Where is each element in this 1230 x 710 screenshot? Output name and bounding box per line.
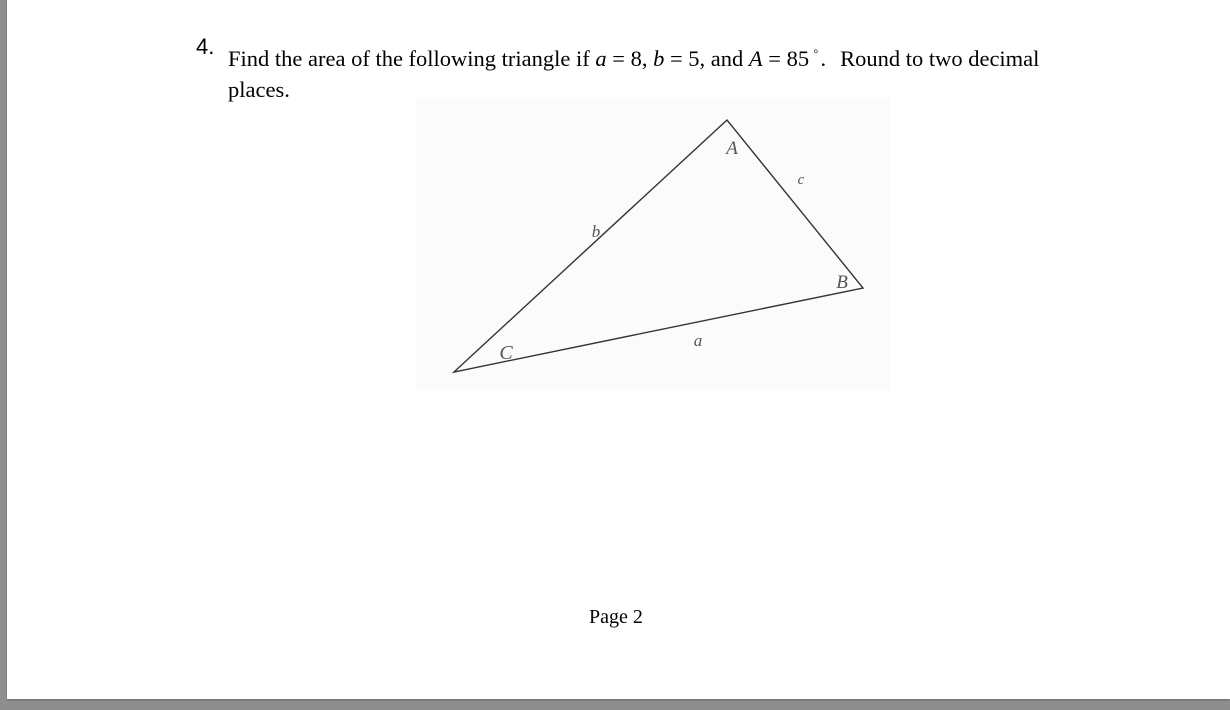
- question-text-part1: Find the area of the following triangle if: [228, 46, 596, 71]
- vertex-label-A: A: [726, 138, 738, 159]
- document-page: [7, 0, 1230, 699]
- side-label-b: b: [591, 222, 601, 241]
- side-label-a: a: [693, 331, 703, 350]
- vertex-label-B: B: [836, 272, 848, 293]
- value-b: = 5, and: [664, 46, 749, 71]
- question-period: .: [820, 46, 827, 71]
- variable-a: a: [595, 46, 607, 71]
- question-text: [228, 45, 1088, 103]
- question-number: 4.: [196, 34, 215, 59]
- question-text-part2: Round to two decimal places.: [228, 46, 1040, 102]
- variable-angle-A: A: [748, 46, 763, 71]
- page-number: Page 2: [589, 606, 643, 628]
- variable-b: b: [653, 46, 665, 71]
- side-label-c: c: [797, 172, 805, 188]
- vertex-label-C: C: [499, 342, 513, 364]
- triangle-figure: [416, 99, 890, 391]
- value-a: = 8,: [606, 46, 654, 71]
- degree-symbol: ◦: [813, 44, 819, 60]
- triangle-shape: [454, 120, 863, 372]
- value-angle-A: = 85: [762, 46, 810, 71]
- triangle-diagram: [416, 99, 890, 391]
